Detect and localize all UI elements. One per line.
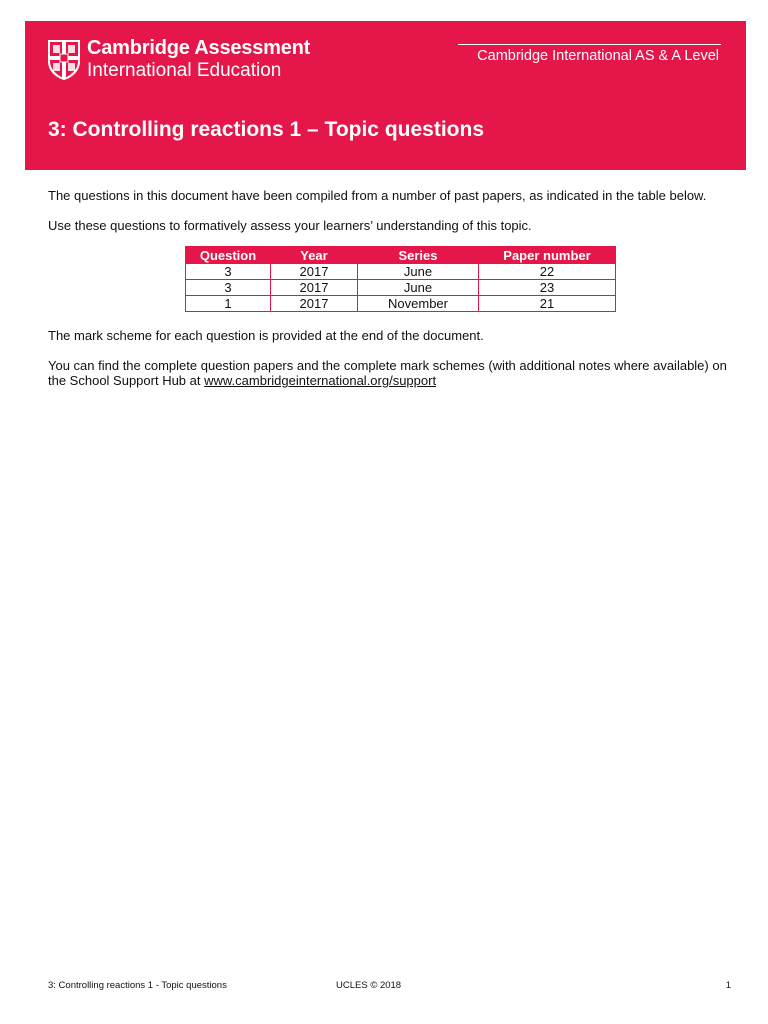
- org-name-line-1: Cambridge Assessment: [87, 37, 311, 59]
- table-header-row: [186, 247, 616, 264]
- footer-copyright: UCLES © 2018: [336, 980, 402, 991]
- cell-question: 3: [186, 264, 271, 280]
- cell-series: November: [358, 296, 479, 312]
- column-header-question: Question: [186, 247, 271, 264]
- qualification-label: Cambridge International AS & A Level: [477, 48, 719, 64]
- past-papers-table: [185, 246, 616, 312]
- cell-paper-number: 23: [479, 280, 616, 296]
- cell-series: June: [358, 264, 479, 280]
- mark-scheme-paragraph: The mark scheme for each question is provided at the end of the document.: [48, 328, 484, 343]
- document-title: 3: Controlling reactions 1 – Topic questions: [48, 118, 484, 141]
- cell-year: 2017: [271, 280, 358, 296]
- cell-question: 3: [186, 280, 271, 296]
- document-body: [48, 188, 738, 388]
- usage-paragraph: Use these questions to formatively assess your learners’ understanding of this topic.: [48, 218, 532, 233]
- cell-year: 2017: [271, 264, 358, 280]
- table-row: [186, 264, 616, 280]
- cell-series: June: [358, 280, 479, 296]
- column-header-series: Series: [358, 247, 479, 264]
- qualification-divider: [458, 44, 721, 45]
- cell-year: 2017: [271, 296, 358, 312]
- footer-document-title: 3: Controlling reactions 1 - Topic questions: [48, 980, 227, 991]
- table-row: [186, 296, 616, 312]
- column-header-paper-number: Paper number: [479, 247, 616, 264]
- column-header-year: Year: [271, 247, 358, 264]
- intro-paragraph: The questions in this document have been compiled from a number of past papers, as indicated in the table below.: [48, 188, 707, 203]
- org-name-line-2: International Education: [87, 60, 282, 81]
- footer-page-number: 1: [725, 980, 731, 991]
- support-paragraph: [48, 358, 738, 388]
- support-hub-link[interactable]: www.cambridgeinternational.org/support: [204, 373, 437, 388]
- cell-question: 1: [186, 296, 271, 312]
- table-row: [186, 280, 616, 296]
- cell-paper-number: 21: [479, 296, 616, 312]
- cell-paper-number: 22: [479, 264, 616, 280]
- header-banner: [25, 21, 746, 170]
- cambridge-shield-icon: [47, 39, 81, 81]
- support-text: You can find the complete question papers and the complete mark schemes (with additional notes where available) on the School Support Hub at: [48, 358, 727, 388]
